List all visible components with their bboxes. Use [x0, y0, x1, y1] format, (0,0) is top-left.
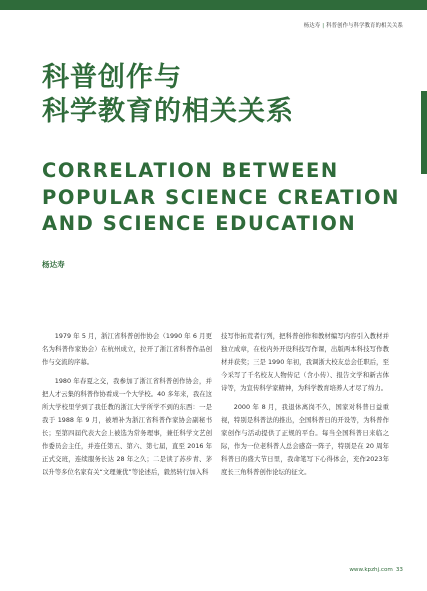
page-number: 33: [395, 567, 403, 573]
top-color-bar: [0, 0, 427, 10]
running-header-title: 科普创作与科学教育的相关关系: [326, 23, 403, 29]
running-header-author: 杨达寿: [303, 23, 321, 29]
paragraph: 1979 年 5 月，浙江省科普创作协会（1990 年 6 月更名为科普作家协会）在杭州成立，拉开了浙江省科普作品创作与交流的序幕。: [42, 332, 212, 367]
paragraph: 1980 年春夏之交，我参加了浙江省科普创作协会，并把人才云集的科普作协看成一个大学校。40 多年来，我在这所大学校里学到了我任教的浙江大学所学不到的东西：一是我于 1988 年 9 月，被增补为浙江省科普作家协会副秘书长；至第四届代表大会上被选为常务理事，兼任科学文艺创作委员会主任，并连任第五、第六、第七届，直至 2016 年正式交班，连续服务长达 28 年之久；二是读了苏步青、茅以升等多位名家有关“文理兼优”等论述后，毅然转行加入科: [42, 377, 212, 477]
footer-url[interactable]: www.kpzhj.com: [349, 567, 393, 573]
byline-author: 杨达寿: [42, 260, 65, 269]
title-english-line-1: CORRELATION BETWEEN: [42, 159, 339, 182]
page-footer: [349, 567, 403, 573]
paragraph: 2000 年 8 月，我退休离岗不久，国家对科普日益重视，特别是科普法的推出，全国科普日的开设等，为科普作家创作与活动提供了正规的平台。每当全国科普日来临之际，作为一位老科普人总会感奋一阵子，特别是在 20 周年科普日的盛大节日里，我命笔写下心得体会，充作2023年度长三角科普创作论坛的征文。: [221, 403, 389, 477]
body-column-right: [221, 330, 389, 486]
title-chinese-line-2: 科学教育的相关关系: [42, 96, 294, 127]
running-header-separator: |: [322, 23, 325, 29]
title-chinese: [42, 61, 294, 129]
running-header: [304, 21, 403, 29]
title-english-line-3: AND SCIENCE EDUCATION: [42, 212, 357, 235]
title-english: [42, 158, 400, 238]
paragraph-continued: 技写作拓荒者行列，把科普创作和教材编写内容引入教材并独立成章，在校内外开设科技写作课，出版两本科技写作教材并获奖；三是 1990 年初，我调浙大校友总会任职后，至今采写了千名校友人物传记（含小传）、报告文学和新古体诗等，为宣传科学家精神，为科学教育培养人才尽了绵力。: [221, 332, 389, 393]
body-column-left: [42, 330, 212, 486]
title-chinese-line-1: 科普创作与: [42, 62, 182, 93]
title-english-line-2: POPULAR SCIENCE CREATION: [42, 185, 401, 209]
side-tab-marker: [421, 91, 427, 174]
